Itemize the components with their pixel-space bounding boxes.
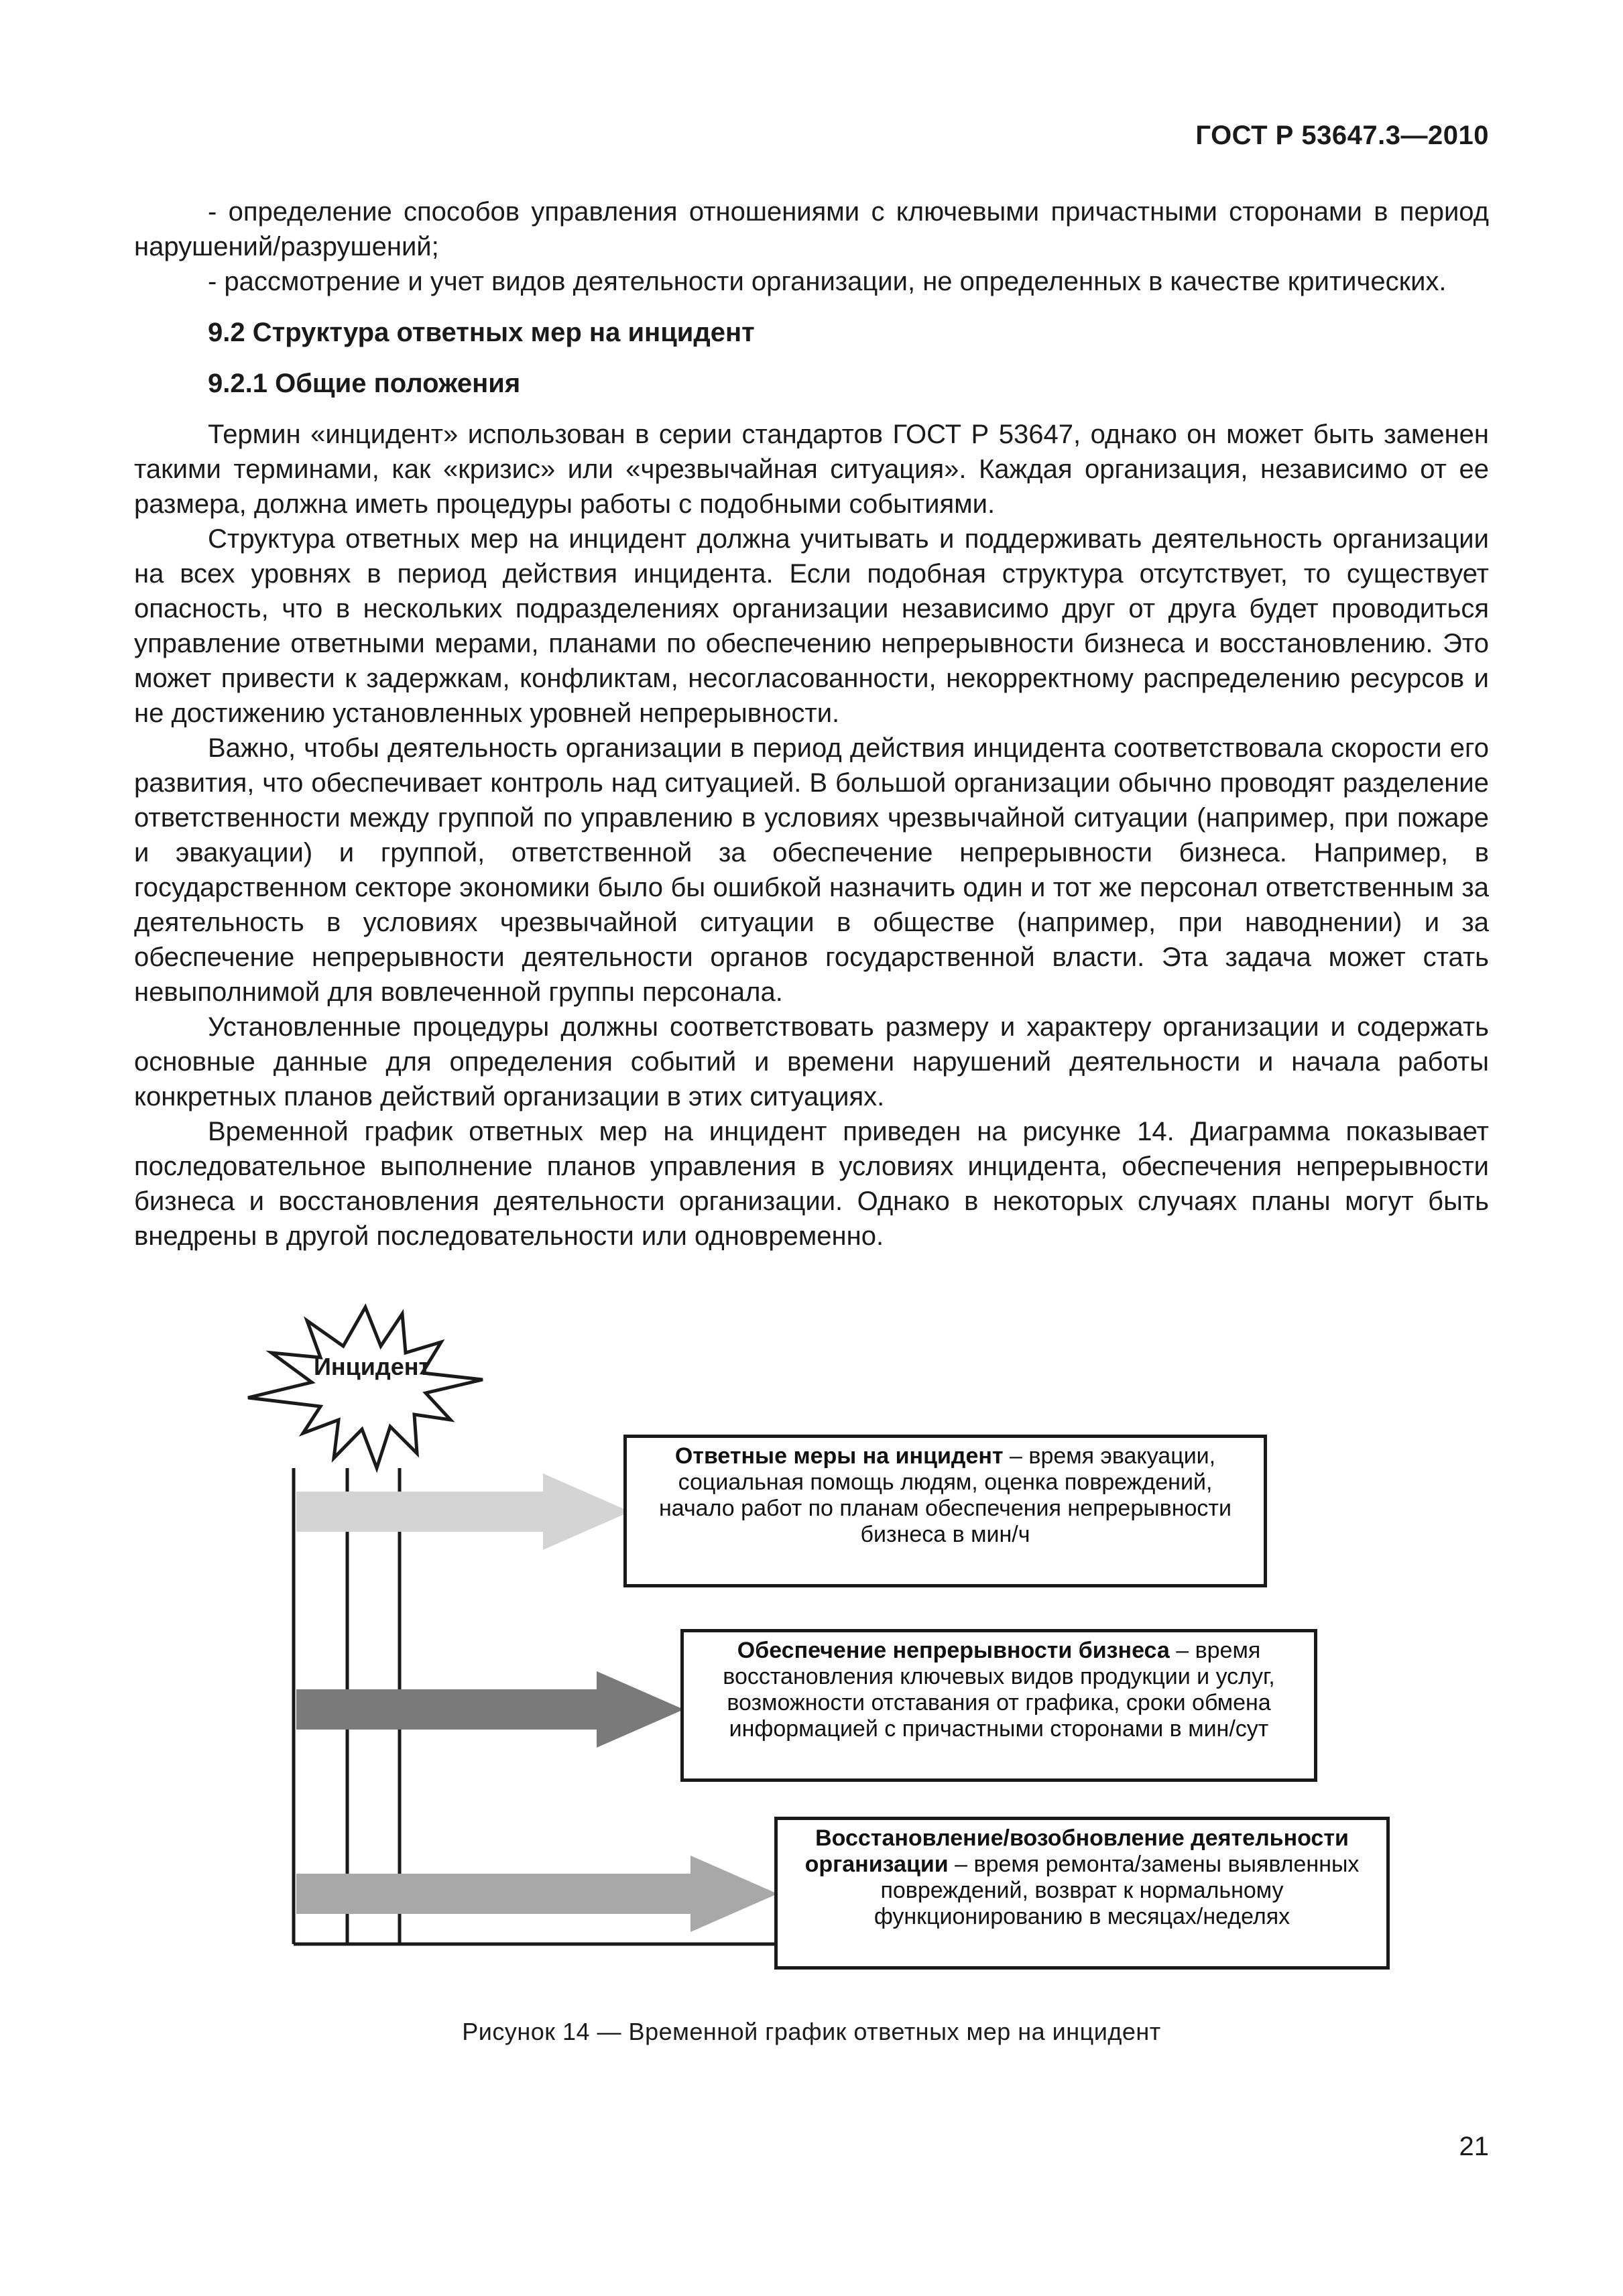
incident-timeline-figure	[201, 1274, 1408, 1978]
recovery-box	[774, 1817, 1390, 1970]
incident-label: Инцидент	[314, 1353, 431, 1380]
paragraph-2: Структура ответных мер на инцидент должна учитывать и поддерживать деятельность организации на всех уровнях в период действия инцидента. Если подобная структура отсутствует, то существует опасность, что в нескольких подразделениях организации независимо друг от друга будет проводиться управление ответными мерами, планами по обеспечению непрерывности бизнеса и восстановлению. Это может привести к задержкам, конфликтам, несогласованности, некорректному распределению ресурсов и не достижению установленных уровней непрерывности.	[134, 524, 1489, 728]
section-heading-9-2-1: 9.2.1 Общие положения	[208, 369, 521, 398]
page-number: 21	[1459, 2132, 1489, 2161]
incident-starburst	[248, 1307, 483, 1468]
paragraph-4: Установленные процедуры должны соответствовать размеру и характеру организации и содержать основные данные для определения событий и времени нарушений деятельности и начала работы конкретных планов действий организации в этих ситуациях.	[134, 1012, 1489, 1111]
phase-arrow-business-continuity	[296, 1671, 684, 1748]
recovery-description: – время ремонта/замены выявленных повреждений, возврат к нормальному функционированию в месяцах/неделях	[874, 1852, 1360, 1929]
incident-response-box	[623, 1435, 1267, 1587]
business-continuity-box	[680, 1629, 1317, 1782]
section-heading-9-2: 9.2 Структура ответных мер на инцидент	[208, 318, 755, 347]
phase-arrow-recovery	[296, 1856, 778, 1932]
list-item-2: - рассмотрение и учет видов деятельности организации, не определенных в качестве критических.	[208, 267, 1447, 296]
incident-response-title: Ответные меры на инцидент	[674, 1443, 1004, 1469]
incident-response-description: – время эвакуации, социальная помощь людям, оценка повреждений, начало работ по планам обеспечения непрерывности бизнеса в мин/ч	[659, 1443, 1231, 1547]
list-item-1: - определение способов управления отношениями с ключевыми причастными сторонами в период нарушений/разрушений;	[134, 197, 1489, 261]
figure-caption: Рисунок 14 — Временной график ответных мер на инцидент	[462, 2018, 1161, 2045]
body-text	[134, 194, 1489, 1254]
standard-code: ГОСТ Р 53647.3—2010	[1195, 121, 1489, 150]
paragraph-3: Важно, чтобы деятельность организации в период действия инцидента соответствовала скорости его развития, что обеспечивает контроль над ситуацией. В большой организации обычно проводят разделение ответственности между группой по управлению в условиях чрезвычайной ситуации (например, при пожаре и эвакуации) и группой, ответственной за обеспечение непрерывности бизнеса. Например, в государственном секторе экономики было бы ошибкой назначить один и тот же персонал ответственным за деятельность в условиях чрезвычайной ситуации в обществе (например, при наводнении) и за обеспечение непрерывности деятельности органов государственной власти. Эта задача может стать невыполнимой для вовлеченной группы персонала.	[134, 733, 1489, 1007]
business-continuity-description: – время восстановления ключевых видов продукции и услуг, возможности отставания от графика, сроки обмена информацией с причастными сторонами в мин/сут	[723, 1638, 1275, 1742]
paragraph-5: Временной график ответных мер на инцидент приведен на рисунке 14. Диаграмма показывает последовательное выполнение планов управления в условиях инцидента, обеспечения непрерывности бизнеса и восстановления деятельности организации. Однако в некоторых случаях планы могут быть внедрены в другой последовательности или одновременно.	[134, 1117, 1489, 1251]
recovery-title: Восстановление/возобновление деятельности организации	[804, 1825, 1349, 1877]
business-continuity-title: Обеспечение непрерывности бизнеса	[737, 1638, 1170, 1663]
paragraph-1: Термин «инцидент» использован в серии стандартов ГОСТ Р 53647, однако он может быть заменен такими терминами, как «кризис» или «чрезвычайная ситуация». Каждая организация, независимо от ее размера, должна иметь процедуры работы с подобными событиями.	[134, 420, 1489, 519]
